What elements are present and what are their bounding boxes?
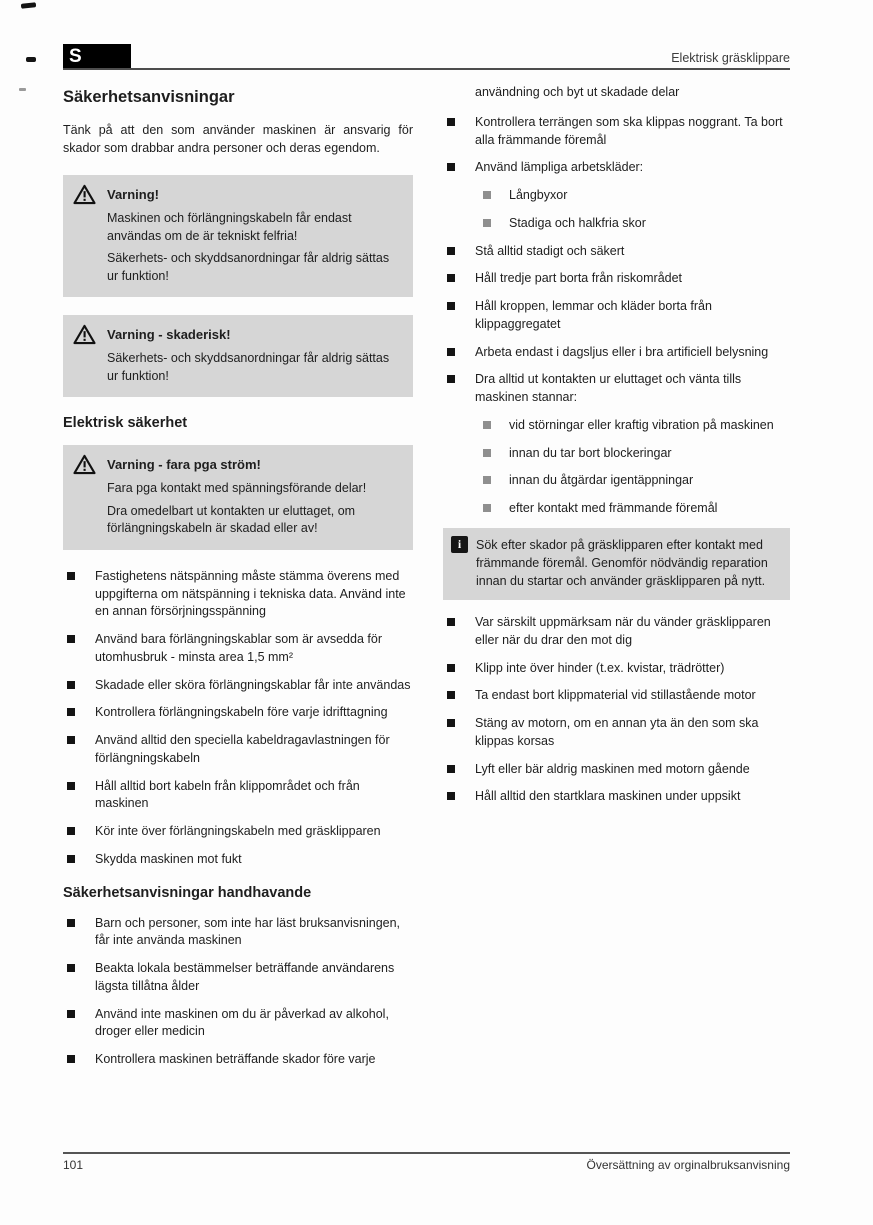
sub-bullet-square-icon [483,504,491,512]
info-box [443,528,790,600]
footer-rule [63,1152,790,1154]
warning-text: Fara pga kontakt med spänningsförande delar! [107,481,367,496]
language-badge: S [63,44,131,68]
list-item-text: Håll kroppen, lemmar och kläder borta från klippaggregatet [475,299,712,331]
list-item [63,1051,413,1069]
list-item [443,687,790,705]
list-item-text: Kör inte över förlängningskabeln med gräsklipparen [95,824,381,838]
list-item-text: Kontrollera förlängningskabeln före varje idrifttagning [95,705,388,720]
list-item-text: Lyft eller bär aldrig maskinen med motorn gående [475,761,750,776]
two-column-layout [63,84,790,1079]
list-item [63,732,413,768]
bullet-square-icon [67,635,75,643]
warning-text: Säkerhets- och skyddsanordningar får aldrig sättas ur funktion! [107,251,390,283]
list-item-text: Skydda maskinen mot fukt [95,851,242,866]
list-item-text: Använd inte maskinen om du är påverkad av alkohol, droger eller medicin [95,1006,389,1039]
bullet-square-icon [67,708,75,716]
bullet-square-icon [67,964,75,972]
list-item-text: Var särskilt uppmärksam när du vänder gräsklipparen eller när du drar den mot dig [475,615,771,647]
list-item-text: Långbyxor [509,188,568,202]
sub-list-item [443,445,790,463]
bullet-square-icon [67,919,75,927]
list-item-text: Använd lämpliga arbetskläder: [475,160,644,175]
warning-text: Säkerhets- och skyddsanordningar får aldrig sättas ur funktion! [107,351,390,383]
list-item-text: innan du tar bort blockeringar [509,445,672,460]
bullet-square-icon [447,765,455,773]
bullet-square-icon [67,782,75,790]
list-item [443,159,790,177]
bullet-square-icon [447,618,455,626]
bullet-square-icon [447,118,455,126]
list-item-text: Kontrollera maskinen beträffande skador före varje [95,1052,376,1066]
sub-bullet-square-icon [483,449,491,457]
list-item-text: Ta endast bort klippmaterial vid stillastående motor [475,688,756,703]
warning-text: Dra omedelbart ut kontakten ur eluttaget, om förlängningskabeln är skadad eller av! [107,503,356,536]
sub-bullet-square-icon [483,476,491,484]
list-item [63,778,413,814]
sub-list-item [443,500,790,518]
sub-list-item [443,215,790,233]
bullet-square-icon [67,855,75,863]
list-item [443,614,790,650]
list-item [443,715,790,751]
bullet-square-icon [447,792,455,800]
section-heading-electric: Elektrisk säkerhet [63,415,188,432]
list-item [63,960,413,996]
bullet-square-icon [447,664,455,672]
warning-box-electric [63,445,413,550]
bullet-square-icon [67,736,75,744]
section-heading-handling: Säkerhetsanvisningar handhavande [63,884,312,901]
continuation-text: användning och byt ut skadade delar [475,85,680,99]
list-item [443,371,790,407]
page-title: Säkerhetsanvisningar [63,88,235,106]
footer-note: Översättning av orginalbruksanvisning [586,1157,790,1172]
info-text: Sök efter skador på gräsklipparen efter kontakt med främmande föremål. Genomför nödvändig reparation innan du startar och använder gräsklipparen på nytt. [476,537,768,588]
scan-artifact [26,57,36,62]
list-item-text: Arbeta endast i dagsljus eller i bra artificiell belysning [475,344,769,359]
warning-title: Varning - skaderisk! [107,327,231,343]
bullet-square-icon [67,1010,75,1018]
warning-title: Varning! [107,187,160,203]
list-item-text: Skadade eller sköra förlängningskablar får inte användas [95,677,411,692]
info-icon: i [451,536,468,553]
list-item-text: Klipp inte över hinder (t.ex. kvistar, trädrötter) [475,660,725,675]
sub-bullet-square-icon [483,219,491,227]
list-item-text: Stå alltid stadigt och säkert [475,243,625,258]
list-item-text: Stadiga och halkfria skor [509,215,646,230]
list-item [63,568,413,621]
list-item [63,631,413,667]
list-item-text: Kontrollera terrängen som ska klippas noggrant. Ta bort alla främmande föremål [475,114,783,147]
list-item [443,788,790,806]
warning-title: Varning - fara pga ström! [107,457,261,473]
list-item-text: Håll alltid bort kabeln från klippområdet och från maskinen [95,778,360,811]
page-number: 101 [63,1157,84,1172]
intro-paragraph: Tänk på att den som använder maskinen är ansvarig för skador som drabbar andra personer och deras egendom. [63,123,413,156]
bullet-square-icon [67,1055,75,1063]
right-column [443,84,790,1079]
list-item [443,344,790,362]
sub-list-item [443,417,790,435]
list-item [63,704,413,722]
list-item-text: innan du åtgärdar igentäppningar [509,473,694,488]
list-item-text: Använd alltid den speciella kabeldragavlastningen för förlängningskabeln [95,733,390,765]
list-item [63,851,413,869]
list-item-text: Barn och personer, som inte har läst bruksanvisningen, får inte använda maskinen [95,915,401,948]
list-item-text: Använd bara förlängningskablar som är avsedda för utomhusbruk - minsta area 1,5 mm² [95,632,382,664]
list-item-text: Beakta lokala bestämmelser beträffande användarens lägsta tillåtna ålder [95,961,395,993]
left-column [63,84,413,1079]
bullet-square-icon [447,302,455,310]
warning-triangle-icon [73,324,96,345]
warning-text: Maskinen och förlängningskabeln får endast användas om de är tekniskt felfria! [107,211,352,243]
list-item-text: Fastighetens nätspänning måste stämma överens med uppgifterna om nätspänning i tekniska data. Använd inte en annan försörjningsspänning [95,568,406,619]
list-item [443,660,790,678]
warning-box-injury [63,315,413,397]
list-item-text: Dra alltid ut kontakten ur eluttaget och vänta tills maskinen stannar: [475,372,742,404]
bullet-square-icon [447,247,455,255]
list-item [443,243,790,261]
list-item-text: Håll alltid den startklara maskinen under uppsikt [475,789,741,804]
list-item-text: vid störningar eller kraftig vibration på maskinen [509,417,774,432]
header-rule [63,68,790,70]
list-item [443,298,790,334]
list-item [443,114,790,150]
page-header [63,44,790,70]
warning-triangle-icon [73,184,96,205]
list-item [63,915,413,951]
list-item [63,1006,413,1042]
bullet-square-icon [67,572,75,580]
page-footer [63,1152,790,1172]
warning-triangle-icon [73,454,96,475]
bullet-square-icon [67,681,75,689]
header-title: Elektrisk gräsklippare [671,51,790,65]
list-item-text: Håll tredje part borta från riskområdet [475,271,683,286]
bullet-square-icon [447,348,455,356]
bullet-square-icon [67,827,75,835]
sub-list-item [443,187,790,205]
bullet-square-icon [447,375,455,383]
list-item-text: Stäng av motorn, om en annan yta än den som ska klippas korsas [475,716,759,748]
bullet-square-icon [447,719,455,727]
sub-bullet-square-icon [483,191,491,199]
list-item [63,823,413,841]
list-item [63,677,413,695]
list-item [443,270,790,288]
sub-list-item [443,472,790,490]
list-item-text: efter kontakt med främmande föremål [509,501,718,515]
list-item [443,761,790,779]
scan-artifact [19,88,26,91]
bullet-square-icon [447,163,455,171]
bullet-square-icon [447,691,455,699]
warning-box-general [63,175,413,297]
sub-bullet-square-icon [483,421,491,429]
bullet-square-icon [447,274,455,282]
